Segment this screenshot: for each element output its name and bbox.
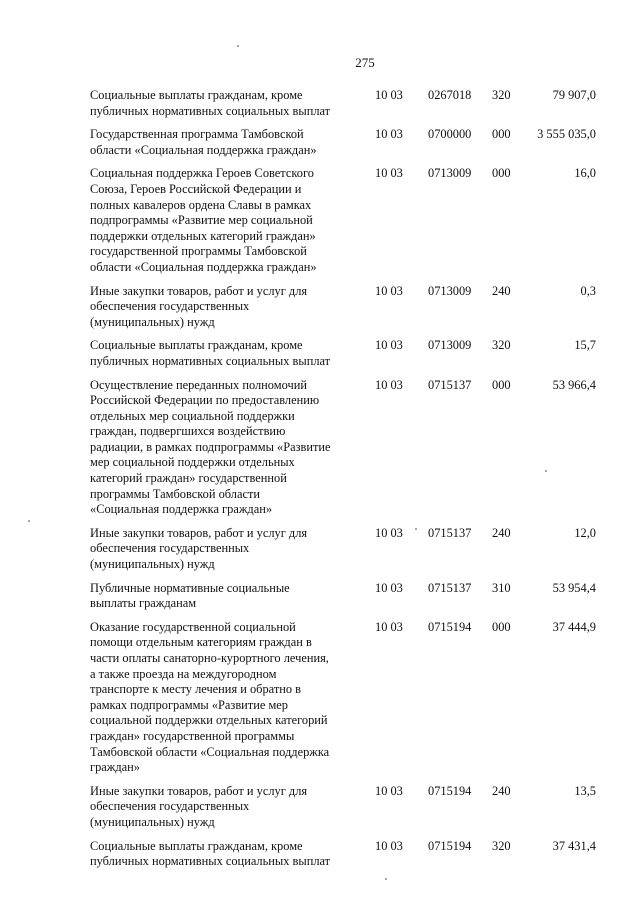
table-row: [0, 378, 640, 518]
row-expense-type: 240: [492, 783, 511, 798]
row-section-code: 10 03: [375, 580, 403, 595]
scan-speck: [385, 878, 387, 880]
row-section-code: 10 03: [375, 838, 403, 853]
row-amount: 37 444,9: [552, 619, 596, 634]
row-description: Социальная поддержка Героев Советского Союза, Героев Российской Федерации и полных кавалеров ордена Славы в рамках подпрограммы «Развитие мер социальной поддержки отдельных категорий граждан» государственной программы Тамбовской области «Социальная поддержка граждан»: [90, 166, 317, 274]
row-description: Социальные выплаты гражданам, кроме публичных нормативных социальных выплат: [90, 838, 331, 869]
row-description: Государственная программа Тамбовской области «Социальная поддержка граждан»: [90, 127, 317, 157]
row-description: Публичные нормативные социальные выплаты гражданам: [90, 580, 290, 611]
table-row: [0, 166, 640, 275]
row-section-code: 10 03: [375, 166, 403, 181]
row-target-code: 0715137: [428, 525, 472, 540]
row-expense-type: 000: [492, 619, 511, 634]
row-amount: 13,5: [574, 783, 596, 798]
row-expense-type: 320: [492, 838, 511, 853]
row-amount: 12,0: [574, 525, 596, 540]
row-target-code: 0713009: [428, 283, 472, 298]
row-section-code: 10 03: [375, 377, 403, 392]
row-amount: 53 954,4: [552, 580, 596, 595]
row-target-code: 0713009: [428, 166, 472, 181]
row-expense-type: 000: [492, 127, 511, 142]
page-number: 275: [355, 55, 375, 70]
row-expense-type: 320: [492, 88, 511, 102]
row-section-code: 10 03: [375, 88, 403, 102]
scan-speck: [237, 45, 239, 47]
row-expense-type: 240: [492, 525, 511, 540]
scan-speck: [545, 470, 547, 472]
row-target-code: 0700000: [428, 127, 472, 142]
row-target-code: 0713009: [428, 338, 472, 353]
row-description: Социальные выплаты гражданам, кроме публичных нормативных социальных выплат: [90, 88, 331, 118]
row-amount: 53 966,4: [552, 377, 596, 392]
row-amount: 3 555 035,0: [537, 127, 596, 142]
table-row: [0, 526, 640, 573]
row-target-code: 0715194: [428, 838, 472, 853]
row-description: Иные закупки товаров, работ и услуг для обеспечения государственных (муниципальных) нужд: [90, 783, 308, 829]
row-section-code: 10 03: [375, 619, 403, 634]
table-row: [0, 127, 640, 158]
row-expense-type: 000: [492, 377, 511, 392]
row-amount: 16,0: [574, 166, 596, 181]
row-section-code: 10 03: [375, 127, 403, 142]
budget-table: [0, 88, 640, 878]
row-target-code: 0715194: [428, 783, 472, 798]
row-expense-type: 320: [492, 338, 511, 353]
table-row: [0, 784, 640, 831]
row-amount: 15,7: [574, 338, 596, 353]
row-target-code: 0267018: [428, 88, 472, 102]
table-row: [0, 839, 640, 870]
scan-speck: [415, 528, 417, 530]
row-amount: 37 431,4: [552, 838, 596, 853]
row-expense-type: 310: [492, 580, 511, 595]
row-section-code: 10 03: [375, 338, 403, 353]
table-row: [0, 88, 640, 119]
table-row: [0, 620, 640, 776]
scan-speck: [28, 520, 30, 522]
row-expense-type: 240: [492, 283, 511, 298]
table-row: [0, 284, 640, 331]
row-description: Социальные выплаты гражданам, кроме публичных нормативных социальных выплат: [90, 338, 331, 368]
row-amount: 0,3: [580, 283, 596, 298]
row-expense-type: 000: [492, 166, 511, 181]
row-section-code: 10 03: [375, 783, 403, 798]
row-section-code: 10 03: [375, 283, 403, 298]
row-target-code: 0715194: [428, 619, 472, 634]
table-row: [0, 338, 640, 369]
row-target-code: 0715137: [428, 377, 472, 392]
row-target-code: 0715137: [428, 580, 472, 595]
row-section-code: 10 03: [375, 525, 403, 540]
row-description: Иные закупки товаров, работ и услуг для обеспечения государственных (муниципальных) нужд: [90, 525, 308, 572]
row-amount: 79 907,0: [552, 88, 596, 102]
row-description: Оказание государственной социальной помощи отдельным категориям граждан в части оплаты санаторно-курортного лечения, а также проезда на междугородном транспорте к месту лечения и обратно в рамках подпрограммы «Развитие мер социальной поддержки отдельных категорий граждан» государственной программы Тамбовской области «Социальная поддержка граждан»: [90, 619, 330, 775]
row-description: Осуществление переданных полномочий Российской Федерации по предоставлению отдельных мер социальной поддержки граждан, подвергшихся воздействию радиации, в рамках подпрограммы «Развитие мер социальной поддержки отдельных категорий граждан» государственной программы Тамбовской области «Социальная поддержка граждан»: [90, 377, 331, 517]
table-row: [0, 581, 640, 612]
row-description: Иные закупки товаров, работ и услуг для обеспечения государственных (муниципальных) нужд: [90, 283, 308, 329]
